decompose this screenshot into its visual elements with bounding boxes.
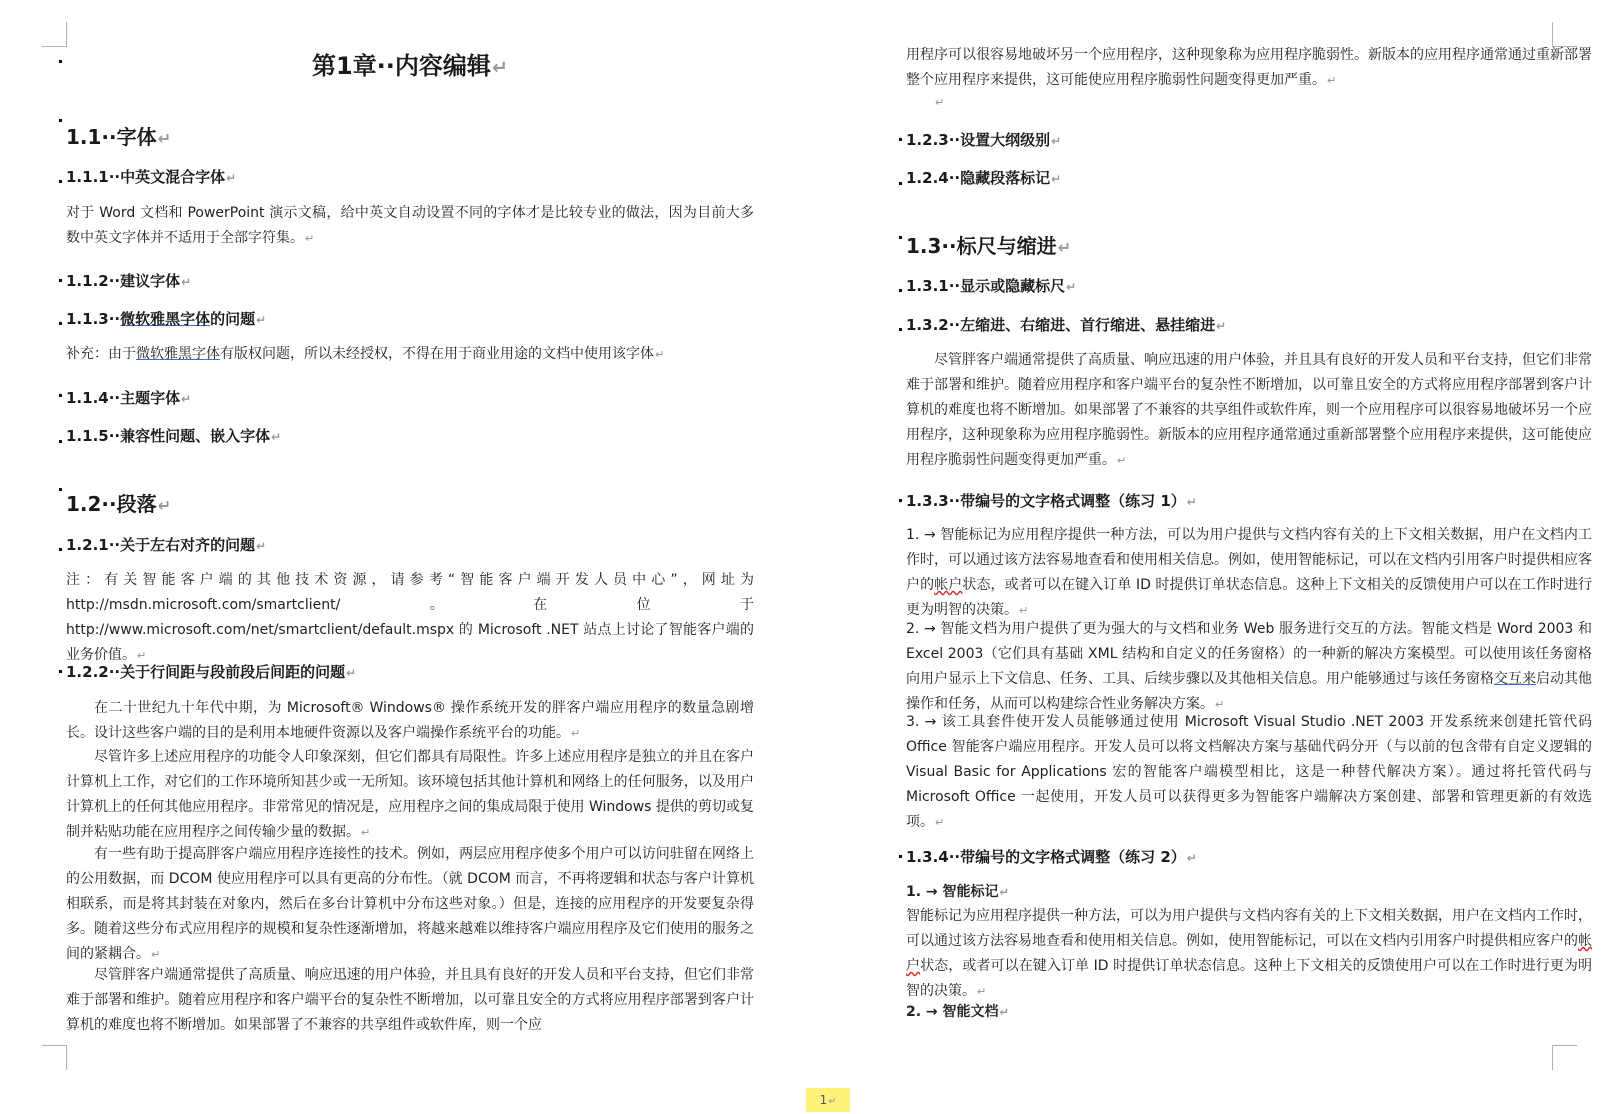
heading-text: 1.3.1··显示或隐藏标尺 <box>906 277 1066 295</box>
heading-text: 1.1.5··兼容性问题、嵌入字体 <box>66 427 271 445</box>
list-item-text: 状态，或者可以在键入订单 ID 时提供订单状态信息。这种上下文相关的反馈使用户可以在工作时进行更为明智的决策。 <box>906 577 1593 618</box>
list-item-text: 1. → 智能标记为应用程序提供一种方法，可以为用户提供与文档内容有关的上下文相关数据，用户在文档内工作时，可以通过该方法容易地查看和使用相关信息。例如，使用智能标记，可以在文档内引用客户时提供相应客户的 <box>906 527 1592 593</box>
heading-text: 1.3.2··左缩进、右缩进、首行缩进、悬挂缩进 <box>906 316 1216 334</box>
paragraph-text: 在二十世纪九十年代中期，为 Microsoft® Windows® 操作系统开发的胖客户端应用程序的数量急剧增长。设计这些客户端的目的是利用本地硬件资源以及客户端操作系统平台的功能。 <box>66 700 754 741</box>
heading-text: 1.2··段落 <box>66 492 157 516</box>
numbered-item-3[interactable]: 3. → 该工具套件使开发人员能够通过使用 Microsoft Visual Studio .NET 2003 开发系统来创建托管代码 Office 智能客户端应用程序。开发人员可以将文档解决方案与基础代码分开（与以前的包含带有自定义逻辑的 Visual Basic for Applications 宏的智能客户端模型相比，这是一种替代解决方案）。通过将托管代码与 Microsoft Office 一起使用，开发人员可以获得更多为智能客户端解决方案创建、部署和管理更新的有效选项。↵ <box>906 714 1592 830</box>
heading-1-2-4[interactable]: 1.2.4··隐藏段落标记↵ <box>906 167 1592 188</box>
list-item-text: 3. → 该工具套件使开发人员能够通过使用 Microsoft Visual Studio .NET 2003 开发系统来创建托管代码 Office 智能客户端应用程序。开发人员可以将文档解决方案与基础代码分开（与以前的包含带有自定义逻辑的 Visual Basic for Applications 宏的智能客户端模型相比，这是一种替代解决方案）。通过将托管代码与 Microsoft Office 一起使用，开发人员可以获得更多为智能客户端解决方案创建、部署和管理更新的有效选项。 <box>906 714 1592 830</box>
paragraph-text: 有一些有助于提高胖客户端应用程序连接性的技术。例如，两层应用程序使多个用户可以访问驻留在网络上的公用数据，而 DCOM 使应用程序可以具有更高的分布性。（就 DCOM 而言，不再将逻辑和状态与客户计算机相联系，而是将其封装在对象内，然后在多台计算机中分布这些对象。）但是，连接的应用程序的开发要复杂得多。随着这些分布式应用程序的规模和复杂性逐渐增加，将越来越难以维持客户端应用程序及它们使用的服务之间的紧耦合。 <box>66 846 754 962</box>
heading-1-1-3[interactable]: 1.1.3··微软雅黑字体的问题↵ <box>66 308 754 329</box>
sub-list-paragraph[interactable]: 智能标记为应用程序提供一种方法，可以为用户提供与文档内容有关的上下文相关数据，用户在文档内工作时，可以通过该方法容易地查看和使用相关信息。例如，使用智能标记，可以在文档内引用客户时提供相应客户的帐户状态，或者可以在键入订单 ID 时提供订单状态信息。这种上下文相关的反馈使用户可以在工作时进行更为明智的决策。↵ <box>906 908 1593 999</box>
paragraph-1-1-1[interactable]: 对于 Word 文档和 PowerPoint 演示文稿，给中英文自动设置不同的字体才是比较专业的做法，因为目前大多数中英文字体并不适用于全部字符集。↵ <box>66 205 754 246</box>
heading-text: 1.1.4··主题字体 <box>66 389 181 407</box>
paragraph-text: 状态，或者可以在键入订单 ID 时提供订单状态信息。这种上下文相关的反馈使用户可以在工作时进行更为明智的决策。 <box>906 958 1593 999</box>
heading-text: 1.3.3··带编号的文字格式调整（练习 1） <box>906 492 1186 510</box>
heading-number: 1.1.3·· <box>66 310 121 328</box>
heading-text: 1.2.2··关于行间距与段前段后间距的问题 <box>66 663 346 681</box>
paragraph-continued[interactable]: 用程序可以很容易地破坏另一个应用程序，这种现象称为应用程序脆弱性。新版本的应用程序通常通过重新部署整个应用程序来提供，这可能使应用程序脆弱性问题变得更加严重。↵ <box>906 47 1592 88</box>
list-item-text: 启动其他操作和任务，从而可以构建综合性业务解决方案。 <box>906 671 1592 712</box>
heading-1-1-1[interactable]: 1.1.1··中英文混合字体↵ <box>66 166 754 187</box>
paragraph-1-2-2-4[interactable] <box>66 963 754 1038</box>
heading-text: 的问题 <box>210 310 256 328</box>
chapter-title[interactable]: 第1章··内容编辑↵ <box>66 46 754 81</box>
spelling-flagged-word: 帐户 <box>934 577 963 593</box>
heading-1-1-5[interactable]: 1.1.5··兼容性问题、嵌入字体↵ <box>66 425 754 446</box>
heading-1-2-2[interactable]: 1.2.2··关于行间距与段前段后间距的问题↵ <box>66 661 754 682</box>
heading-text: 1.3.4··带编号的文字格式调整（练习 2） <box>906 848 1186 866</box>
paragraph-text: 尽管胖客户端通常提供了高质量、响应迅速的用户体验，并且具有良好的开发人员和平台支持，但它们非常难于部署和维护。随着应用程序和客户端平台的复杂性不断增加，以可靠且安全的方式将应用程序部署到客户计算机的难度也将不断增加。如果部署了不兼容的共享组件或软件库，则一个应 <box>66 967 754 1033</box>
underlined-term: 交互来 <box>1494 671 1536 687</box>
list-item-text: 2. → 智能文档为用户提供了更为强大的与文档和业务 Web 服务进行交互的方法。智能文档是 Word 2003 和 Excel 2003（它们具有基础 XML 结构和自定义的任务窗格）的一种新的解决方案模型。可以使用该任务窗格向用户显示上下文信息、任务、工具、后续步骤以及其他相关信息。用户能够通过与该任务窗格 <box>906 621 1592 687</box>
paragraph-text: 补充：由于 <box>66 346 136 362</box>
page-corner-mark <box>1552 1045 1577 1070</box>
heading-1-2-1[interactable]: 1.2.1··关于左右对齐的问题↵ <box>66 534 754 555</box>
paragraph-1-1-3[interactable]: 补充：由于微软雅黑字体有版权问题，所以未经授权，不得在用于商业用途的文档中使用该字体↵ <box>66 346 665 362</box>
numbered-item-1[interactable]: 1. → 智能标记为应用程序提供一种方法，可以为用户提供与文档内容有关的上下文相关数据，用户在文档内工作时，可以通过该方法容易地查看和使用相关信息。例如，使用智能标记，可以在文档内引用客户时提供相应客户的帐户状态，或者可以在键入订单 ID 时提供订单状态信息。这种上下文相关的反馈使用户可以在工作时进行更为明智的决策。↵ <box>906 527 1593 618</box>
heading-text: 1.3··标尺与缩进 <box>906 234 1057 258</box>
underlined-term: 微软雅黑字体 <box>136 346 220 362</box>
paragraph-1-2-2-1[interactable]: 在二十世纪九十年代中期，为 Microsoft® Windows® 操作系统开发的胖客户端应用程序的数量急剧增长。设计这些客户端的目的是利用本地硬件资源以及客户端操作系统平台的功能。↵ <box>66 700 754 741</box>
paragraph-text: 对于 Word 文档和 PowerPoint 演示文稿，给中英文自动设置不同的字体才是比较专业的做法，因为目前大多数中英文字体并不适用于全部字符集。 <box>66 205 754 246</box>
paragraph-1-3-2[interactable]: 尽管胖客户端通常提供了高质量、响应迅速的用户体验，并且具有良好的开发人员和平台支持，但它们非常难于部署和维护。随着应用程序和客户端平台的复杂性不断增加，以可靠且安全的方式将应用程序部署到客户计算机的难度也将不断增加。如果部署了不兼容的共享组件或软件库，则一个应用程序可以很容易地破坏另一个应用程序，这种现象称为应用程序脆弱性。新版本的应用程序通常通过重新部署整个应用程序来提供，这可能使应用程序脆弱性问题变得更加严重。↵ <box>906 352 1592 468</box>
page-number: 1↵ <box>806 1088 850 1112</box>
heading-1-2[interactable]: 1.2··段落↵ <box>66 488 754 517</box>
heading-text: 1.1··字体 <box>66 125 157 149</box>
heading-1-1-4[interactable]: 1.1.4··主题字体↵ <box>66 387 754 408</box>
page-number-text: 1 <box>819 1093 828 1107</box>
paragraph-text: 有版权问题，所以未经授权，不得在用于商业用途的文档中使用该字体 <box>220 346 654 362</box>
heading-text: 1.1.2··建议字体 <box>66 272 181 290</box>
paragraph-1-2-2-3[interactable]: 有一些有助于提高胖客户端应用程序连接性的技术。例如，两层应用程序使多个用户可以访问驻留在网络上的公用数据，而 DCOM 使应用程序可以具有更高的分布性。（就 DCOM 而言，不再将逻辑和状态与客户计算机相联系，而是将其封装在对象内，然后在多台计算机中分布这些对象。）但是，连接的应用程序的开发要复杂得多。随着这些分布式应用程序的规模和复杂性逐渐增加，将越来越难以维持客户端应用程序及它们使用的服务之间的紧耦合。↵ <box>66 846 754 962</box>
heading-1-3[interactable]: 1.3··标尺与缩进↵ <box>906 230 1592 259</box>
heading-text: 1.2.1··关于左右对齐的问题 <box>66 536 256 554</box>
heading-1-3-1[interactable]: 1.3.1··显示或隐藏标尺↵ <box>906 275 1592 296</box>
heading-text: 1.2.4··隐藏段落标记 <box>906 169 1051 187</box>
sub-list-item-2[interactable]: 2. → 智能文档↵ <box>906 1004 1009 1020</box>
paragraph-text: 智能标记为应用程序提供一种方法，可以为用户提供与文档内容有关的上下文相关数据，用户在文档内工作时，可以通过该方法容易地查看和使用相关信息。例如，使用智能标记，可以在文档内引用客户时提供相应客户的 <box>906 908 1592 949</box>
paragraph-1-2-2-2[interactable]: 尽管许多上述应用程序的功能令人印象深刻，但它们都具有局限性。许多上述应用程序是独立的并且在客户计算机上工作，对它们的工作环境所知甚少或一无所知。该环境包括其他计算机和网络上的任何服务，以及用户计算机上的任何其他应用程序。非常常见的情况是，应用程序之间的集成局限于使用 Windows 提供的剪切或复制并粘贴功能在应用程序之间传输少量的数据。↵ <box>66 749 754 840</box>
heading-underlined-term: 微软雅黑字体 <box>120 310 211 328</box>
empty-paragraph[interactable]: ↵ <box>935 96 945 109</box>
paragraph-text: 注：有关智能客户端的其他技术资源，请参考“智能客户端开发人员中心”，网址为 http://msdn.microsoft.com/smartclient/。在位于 http://www.microsoft.com/net/smartclient/default.mspx 的 Microsoft .NET 站点上讨论了智能客户端的业务价值。 <box>66 572 754 663</box>
heading-1-1-2[interactable]: 1.1.2··建议字体↵ <box>66 270 754 291</box>
paragraph-text: 尽管许多上述应用程序的功能令人印象深刻，但它们都具有局限性。许多上述应用程序是独立的并且在客户计算机上工作，对它们的工作环境所知甚少或一无所知。该环境包括其他计算机和网络上的任何服务，以及用户计算机上的任何其他应用程序。非常常见的情况是，应用程序之间的集成局限于使用 Windows 提供的剪切或复制并粘贴功能在应用程序之间传输少量的数据。 <box>66 749 754 840</box>
heading-text: 1.2.3··设置大纲级别 <box>906 131 1051 149</box>
heading-1-2-3[interactable]: 1.2.3··设置大纲级别↵ <box>906 129 1592 150</box>
paragraph-text: 尽管胖客户端通常提供了高质量、响应迅速的用户体验，并且具有良好的开发人员和平台支持，但它们非常难于部署和维护。随着应用程序和客户端平台的复杂性不断增加，以可靠且安全的方式将应用程序部署到客户计算机的难度也将不断增加。如果部署了不兼容的共享组件或软件库，则一个应用程序可以很容易地破坏另一个应用程序，这种现象称为应用程序脆弱性。新版本的应用程序通常通过重新部署整个应用程序来提供，这可能使应用程序脆弱性问题变得更加严重。 <box>906 352 1592 468</box>
sub-list-item-1[interactable]: 1. → 智能标记↵ <box>906 884 1009 900</box>
paragraph-1-2-1[interactable]: 注：有关智能客户端的其他技术资源，请参考“智能客户端开发人员中心”，网址为 http://msdn.microsoft.com/smartclient/。在位于 http://www.microsoft.com/net/smartclient/default.mspx 的 Microsoft .NET 站点上讨论了智能客户端的业务价值。↵ <box>66 572 754 663</box>
page-corner-mark <box>42 1045 67 1070</box>
heading-1-3-4[interactable]: 1.3.4··带编号的文字格式调整（练习 2）↵ <box>906 846 1592 867</box>
page-corner-mark <box>42 22 67 47</box>
heading-1-3-2[interactable]: 1.3.2··左缩进、右缩进、首行缩进、悬挂缩进↵ <box>906 314 1592 335</box>
heading-1-3-3[interactable]: 1.3.3··带编号的文字格式调整（练习 1）↵ <box>906 490 1592 511</box>
numbered-item-2[interactable]: 2. → 智能文档为用户提供了更为强大的与文档和业务 Web 服务进行交互的方法。智能文档是 Word 2003 和 Excel 2003（它们具有基础 XML 结构和自定义的任务窗格）的一种新的解决方案模型。可以使用该任务窗格向用户显示上下文信息、任务、工具、后续步骤以及其他相关信息。用户能够通过与该任务窗格交互来启动其他操作和任务，从而可以构建综合性业务解决方案。↵ <box>906 621 1592 712</box>
paragraph-text: 用程序可以很容易地破坏另一个应用程序，这种现象称为应用程序脆弱性。新版本的应用程序通常通过重新部署整个应用程序来提供，这可能使应用程序脆弱性问题变得更加严重。 <box>906 47 1592 88</box>
list-item-title: 1. → 智能标记 <box>906 884 999 900</box>
spelling-flagged-word: 帐户 <box>906 933 1592 974</box>
heading-text: 1.1.1··中英文混合字体 <box>66 168 226 186</box>
list-item-title: 2. → 智能文档 <box>906 1004 999 1020</box>
chapter-title-text: 第1章··内容编辑 <box>311 52 491 80</box>
heading-1-1[interactable]: 1.1··字体↵ <box>66 121 754 150</box>
